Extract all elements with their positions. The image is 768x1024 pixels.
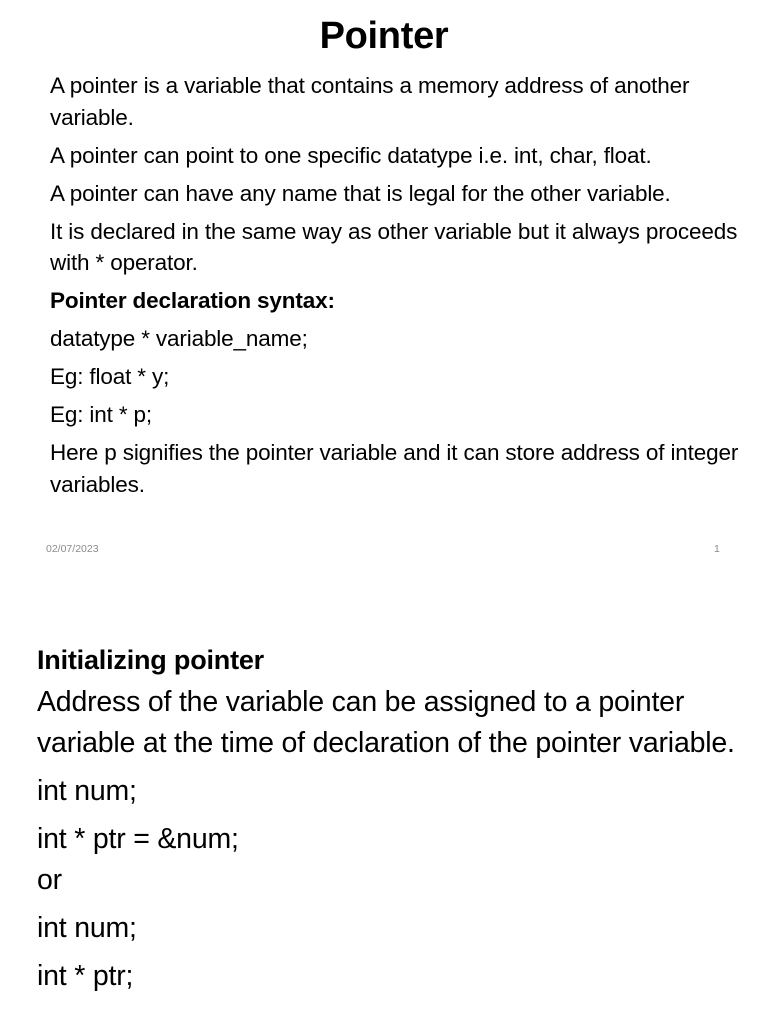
slide-heading: Initializing pointer xyxy=(37,645,264,675)
paragraph-definition: A pointer is a variable that contains a memory address of another variable. xyxy=(50,73,690,130)
paragraph-explanation: Here p signifies the pointer variable and it can store address of integer variables. xyxy=(50,440,739,497)
code-line-pointer-decl: int * ptr; xyxy=(37,960,134,992)
paragraph-assignment: Address of the variable can be assigned to a pointer variable at the time of declaration of the pointer variable. xyxy=(37,686,735,759)
example-float: Eg: float * y; xyxy=(50,364,170,389)
text-or: or xyxy=(37,864,62,896)
slide-title: Pointer xyxy=(319,15,449,57)
code-line-init: int * ptr = &num; xyxy=(37,823,239,855)
syntax-heading: Pointer declaration syntax: xyxy=(50,288,335,313)
paragraph-declaration: It is declared in the same way as other variable but it always proceeds with * operator. xyxy=(50,218,738,275)
syntax-line: datatype * variable_name; xyxy=(50,326,308,351)
slide-body xyxy=(37,642,747,1004)
example-int: Eg: int * p; xyxy=(50,402,153,427)
slide-body xyxy=(50,70,750,507)
slide-page-number: 1 xyxy=(714,543,720,555)
code-line-declare: int num; xyxy=(37,775,137,807)
paragraph-naming: A pointer can have any name that is legal for the other variable. xyxy=(50,180,671,206)
slide-date: 02/07/2023 xyxy=(46,543,99,555)
slide-initializing-pointer xyxy=(0,572,768,1024)
paragraph-datatype: A pointer can point to one specific datatype i.e. int, char, float. xyxy=(50,142,652,168)
code-line-declare-alt: int num; xyxy=(37,912,137,944)
